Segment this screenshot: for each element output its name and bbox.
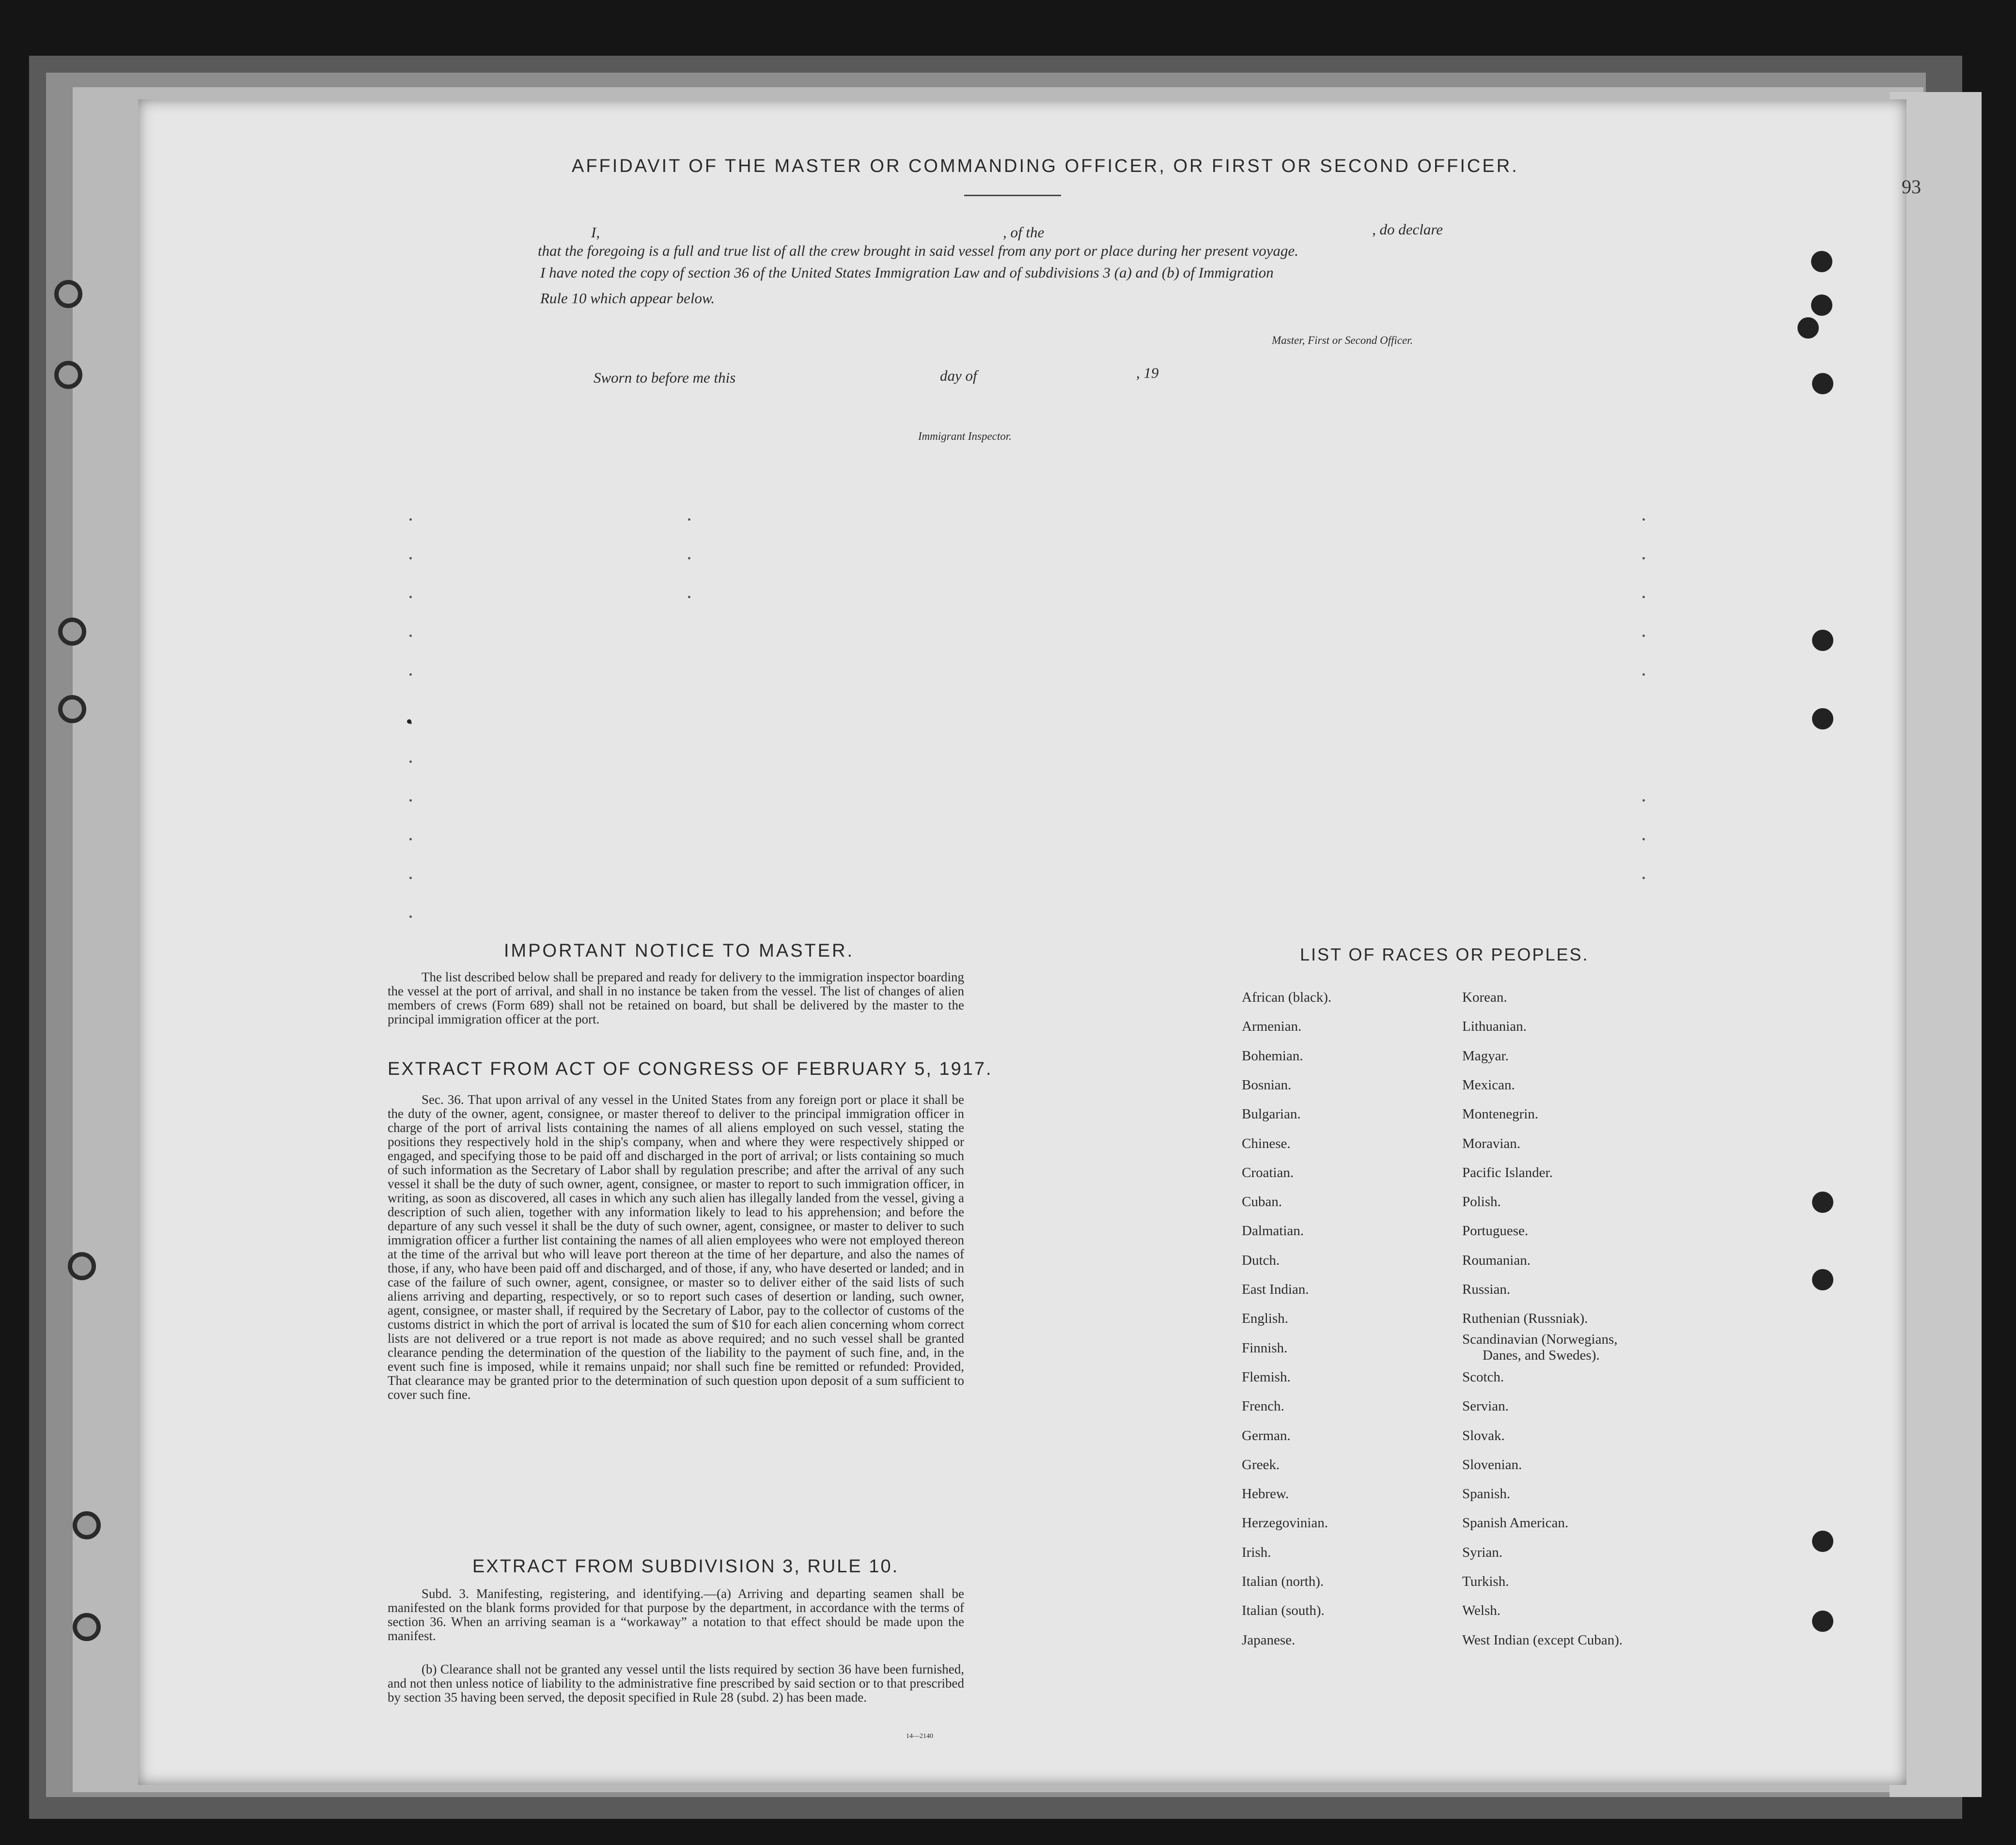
- punch-hole: [1811, 251, 1832, 272]
- dot: [1642, 557, 1645, 559]
- master-caption: Master, First or Second Officer.: [1272, 334, 1413, 346]
- notice-title: IMPORTANT NOTICE TO MASTER.: [504, 941, 855, 961]
- punch-hole: [1812, 1269, 1833, 1290]
- race-item: Italian (north).: [1242, 1574, 1324, 1589]
- race-item: Turkish.: [1462, 1574, 1509, 1589]
- notice-body: The list described below shall be prepared and ready for delivery to the immigration inspector boarding the vessel at the port of arrival, and shall in no instance be taken from the vessel. The list of changes of alien members of crews (Form 689) shall not be retained on board, but shall be delivered by the master to the principal immigration officer at the port.: [388, 970, 964, 1026]
- sheet-number: 93: [1902, 176, 1921, 198]
- race-item: East Indian.: [1242, 1282, 1309, 1297]
- binder-hole: [58, 618, 86, 646]
- act-body: Sec. 36. That upon arrival of any vessel in the United States from any foreign port or place it shall be the duty of the owner, agent, consignee, or master thereof to deliver to the principal immigration officer in charge of the port of arrival lists containing the names of all aliens employed on such vessel, stating the positions they respectively hold in the ship's company, when and where they were respectively shipped or engaged, and specifying those to be paid off and discharged in the port of arrival; or lists containing so much of such information as the Secretary of Labor shall by regulation prescribe; and after the arrival of any such vessel it shall be the duty of such owner, agent, consignee, or master to report to such immigration officer, in writing, as soon as discovered, all cases in which any such alien has illegally landed from the vessel, giving a description of such alien, together with any information likely to lead to his apprehension; and before the departure of any such vessel it shall be the duty of such owner, agent, consignee, or master to deliver to such immigration officer a further list containing the names of all alien employees who were not employed thereon at the time of the arrival but who will leave port thereon at the time of her departure, and also the names of those, if any, who have been paid off and discharged, and of those, if any, who have deserted or landed; and in case of the failure of such owner, agent, consignee, or master so to deliver either of the said lists of such aliens arriving and departing, respectively, or so to report such cases of desertion or landing, such owner, agent, consignee, or master shall, if required by the Secretary of Labor, pay to the collector of customs of the customs district in which the port of arrival is located the sum of $10 for each alien concerning whom correct lists are not delivered or a true report is not made as above required; and no such vessel shall be granted clearance pending the determination of the question of the liability to the payment of such fine, and, in the event such fine is imposed, while it remains unpaid; nor shall such fine be remitted or refunded: Provided, That clearance may be granted prior to the determination of such question upon deposit of a sum sufficient to cover such fine.: [388, 1092, 964, 1402]
- race-item: Bulgarian.: [1242, 1106, 1301, 1122]
- dot: [688, 557, 690, 559]
- binder-hole: [73, 1613, 101, 1641]
- race-item: Italian (south).: [1242, 1603, 1325, 1618]
- dot: [407, 719, 411, 724]
- race-item: Polish.: [1462, 1194, 1501, 1209]
- punch-hole: [1812, 708, 1833, 729]
- race-item: Scandinavian (Norwegians,: [1462, 1332, 1618, 1347]
- dot: [409, 799, 412, 802]
- punch-hole: [1811, 295, 1832, 316]
- rule-para-a: Subd. 3. Manifesting, registering, and identifying.—(a) Arriving and departing seamen shall be manifested on the blank forms provided for that purpose by the department, in accordance with the terms of section 36. When an arriving seaman is a “workaway” a notation to that effect should be made upon the manifest.: [388, 1586, 964, 1643]
- race-item: Ruthenian (Russniak).: [1462, 1311, 1588, 1326]
- race-item: Servian.: [1462, 1398, 1509, 1414]
- binder-hole: [54, 280, 82, 308]
- punch-hole: [1812, 630, 1833, 651]
- dot: [1642, 799, 1645, 802]
- race-item: Korean.: [1462, 990, 1507, 1005]
- race-item: Pacific Islander.: [1462, 1165, 1553, 1180]
- affidavit-line2: that the foregoing is a full and true list of all the crew brought in said vessel from any port or place during her present voyage.: [538, 242, 1298, 259]
- dot: [409, 877, 412, 879]
- race-item: Lithuanian.: [1462, 1019, 1527, 1034]
- race-item: French.: [1242, 1398, 1284, 1414]
- punch-hole: [1812, 1531, 1833, 1552]
- race-item: Slovenian.: [1462, 1457, 1522, 1473]
- binder-hole: [73, 1511, 101, 1539]
- dot: [409, 518, 412, 521]
- race-item: Bohemian.: [1242, 1048, 1303, 1064]
- rule-title: EXTRACT FROM SUBDIVISION 3, RULE 10.: [472, 1556, 899, 1577]
- race-item: Spanish.: [1462, 1486, 1511, 1502]
- punch-hole: [1812, 373, 1833, 394]
- race-item: German.: [1242, 1428, 1291, 1443]
- race-item: Herzegovinian.: [1242, 1515, 1328, 1531]
- race-item: Moravian.: [1462, 1136, 1520, 1151]
- race-item: Dutch.: [1242, 1253, 1280, 1268]
- affidavit-title: AFFIDAVIT OF THE MASTER OR COMMANDING OFFICER, OR FIRST OR SECOND OFFICER.: [572, 156, 1519, 176]
- affidavit-i: I,: [591, 224, 600, 241]
- race-item: Cuban.: [1242, 1194, 1282, 1209]
- divider: [964, 195, 1061, 196]
- punch-hole: [1797, 317, 1819, 339]
- race-item: Hebrew.: [1242, 1486, 1289, 1502]
- dot: [1642, 635, 1645, 637]
- race-item: Greek.: [1242, 1457, 1280, 1473]
- binder-hole: [68, 1252, 96, 1280]
- dot: [409, 635, 412, 637]
- inspector-caption: Immigrant Inspector.: [918, 430, 1012, 442]
- dot: [1642, 838, 1645, 840]
- dot: [409, 557, 412, 559]
- race-item: Chinese.: [1242, 1136, 1291, 1151]
- race-item: Dalmatian.: [1242, 1223, 1304, 1239]
- rule-para-b: (b) Clearance shall not be granted any vessel until the lists required by section 36 have been furnished, and not then unless notice of liability to the administrative fine prescribed by said section or to that prescribed by section 35 having been served, the deposit specified in Rule 28 (subd. 2) has been made.: [388, 1662, 964, 1705]
- race-item: Mexican.: [1462, 1077, 1515, 1093]
- race-item: Finnish.: [1242, 1340, 1288, 1356]
- dot: [1642, 518, 1645, 521]
- dot: [409, 760, 412, 763]
- act-title: EXTRACT FROM ACT OF CONGRESS OF FEBRUARY 5, 1917.: [388, 1059, 993, 1079]
- dot: [1642, 673, 1645, 676]
- binder-hole: [54, 361, 82, 389]
- affidavit-of-the: , of the: [1003, 224, 1045, 241]
- race-item: English.: [1242, 1311, 1288, 1326]
- punch-hole: [1812, 1611, 1833, 1632]
- dot: [409, 838, 412, 840]
- race-item: Magyar.: [1462, 1048, 1509, 1064]
- race-item: West Indian (except Cuban).: [1462, 1632, 1623, 1648]
- dot: [409, 596, 412, 598]
- day-of-text: day of: [940, 367, 977, 384]
- race-item: Slovak.: [1462, 1428, 1505, 1443]
- race-item: Bosnian.: [1242, 1077, 1292, 1093]
- dot: [688, 596, 690, 598]
- race-item: Montenegrin.: [1462, 1106, 1539, 1122]
- race-item: Scotch.: [1462, 1369, 1504, 1385]
- race-item: Russian.: [1462, 1282, 1511, 1297]
- races-scandinavian-cont: Danes, and Swedes).: [1483, 1348, 1600, 1363]
- punch-hole: [1812, 1192, 1833, 1213]
- race-item: Armenian.: [1242, 1019, 1302, 1034]
- dot: [409, 915, 412, 918]
- dot: [1642, 596, 1645, 598]
- race-item: Flemish.: [1242, 1369, 1291, 1385]
- affidavit-line3: I have noted the copy of section 36 of the United States Immigration Law and of subdivisions 3 (a) and (b) of Immigration: [540, 264, 1274, 281]
- race-item: Roumanian.: [1462, 1253, 1531, 1268]
- race-item: Syrian.: [1462, 1545, 1502, 1560]
- form-code: 14—2140: [906, 1733, 933, 1740]
- race-item: Irish.: [1242, 1545, 1271, 1560]
- binder-hole: [58, 695, 86, 723]
- dot: [1642, 877, 1645, 879]
- race-item: African (black).: [1242, 990, 1332, 1005]
- race-item: Spanish American.: [1462, 1515, 1569, 1531]
- affidavit-line4: Rule 10 which appear below.: [540, 290, 715, 307]
- dot: [409, 673, 412, 676]
- race-item: Croatian.: [1242, 1165, 1294, 1180]
- race-item: Welsh.: [1462, 1603, 1501, 1618]
- race-item: Japanese.: [1242, 1632, 1296, 1648]
- race-item: Portuguese.: [1462, 1223, 1529, 1239]
- affidavit-do-declare: , do declare: [1372, 221, 1443, 238]
- sworn-text: Sworn to before me this: [594, 369, 736, 386]
- year-text: , 19: [1136, 364, 1159, 381]
- dot: [688, 518, 690, 521]
- form-page: [138, 99, 1907, 1785]
- races-title: LIST OF RACES OR PEOPLES.: [1300, 945, 1589, 964]
